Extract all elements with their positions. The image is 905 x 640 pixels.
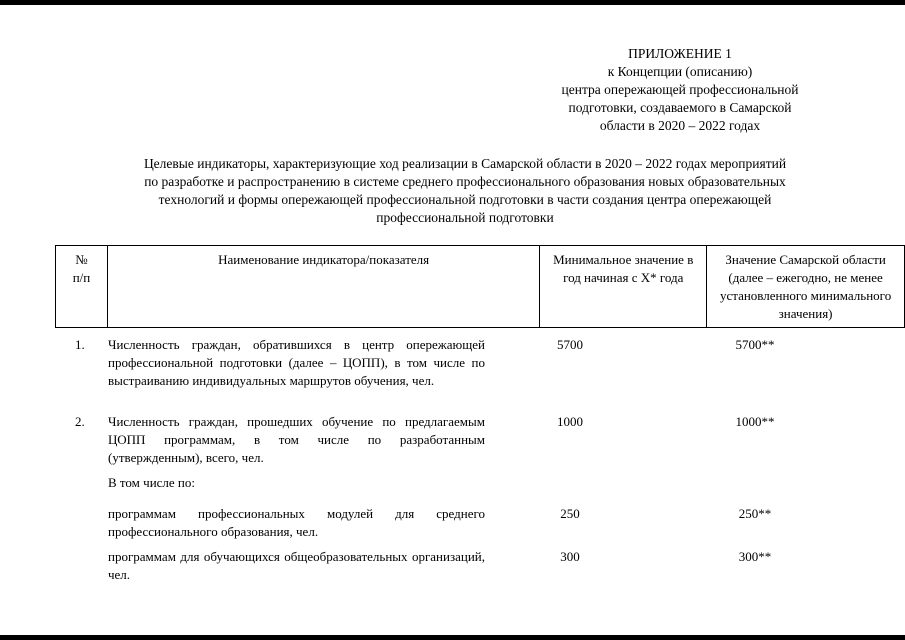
- header-samara-value: Значение Самарской области (далее – ежегодно, не менее установленного минимального значения): [707, 246, 905, 328]
- annex-header: [540, 45, 820, 135]
- row-description: программам профессиональных модулей для среднего профессионального образования, чел.: [108, 506, 485, 539]
- row-minimum-value: 300: [560, 549, 580, 564]
- scan-top-border: [0, 0, 905, 5]
- document-title: [60, 155, 870, 227]
- row-number: 1.: [75, 337, 85, 352]
- header-minimum-value: Минимальное значение в год начиная с X* года: [540, 246, 707, 328]
- row-minimum-value: 1000: [557, 414, 583, 429]
- annex-line: подготовки, создаваемого в Самарской: [568, 100, 792, 115]
- row-number: 2.: [75, 414, 85, 429]
- annex-line: к Концепции (описанию): [607, 64, 753, 79]
- document-title-line: профессиональной подготовки: [376, 210, 554, 225]
- document-title-line: технологий и формы опережающей профессиональной подготовки в части создания центра опережающей: [158, 192, 772, 207]
- annex-line: центра опережающей профессиональной: [561, 82, 799, 97]
- header-indicator-name: Наименование индикатора/показателя: [107, 246, 539, 328]
- annex-line: области в 2020 – 2022 годах: [599, 118, 761, 133]
- row-description: В том числе по:: [108, 475, 196, 490]
- document-title-line: Целевые индикаторы, характеризующие ход реализации в Самарской области в 2020 – 2022 годах мероприятий: [143, 156, 787, 171]
- header-number: [56, 246, 108, 328]
- row-description: Численность граждан, обратившихся в центр опережающей профессиональной подготовки (далее – ЦОПП), в том числе по выстраиванию индивидуальных маршрутов обучения, чел.: [108, 337, 485, 388]
- annex-title: ПРИЛОЖЕНИЕ 1: [628, 46, 732, 61]
- row-samara-value: 300**: [738, 549, 772, 564]
- header-number-sign: №: [75, 252, 88, 267]
- table-header-row: [56, 246, 905, 328]
- row-minimum-value: 5700: [557, 337, 583, 352]
- row-description: Численность граждан, прошедших обучение по предлагаемым ЦОПП программам, в том числе по разработанным (утвержденным), всего, чел.: [108, 414, 485, 465]
- row-samara-value: 5700**: [735, 337, 775, 352]
- header-number-abbr: п/п: [72, 270, 91, 285]
- scan-bottom-border: [0, 635, 905, 640]
- row-description: программам для обучающихся общеобразовательных организаций, чел.: [108, 549, 485, 582]
- document-title-line: по разработке и распространению в системе среднего профессионального образования новых образовательных: [144, 174, 786, 189]
- row-minimum-value: 250: [560, 506, 580, 521]
- row-samara-value: 250**: [738, 506, 772, 521]
- indicator-table-header: [55, 245, 905, 328]
- row-samara-value: 1000**: [735, 414, 775, 429]
